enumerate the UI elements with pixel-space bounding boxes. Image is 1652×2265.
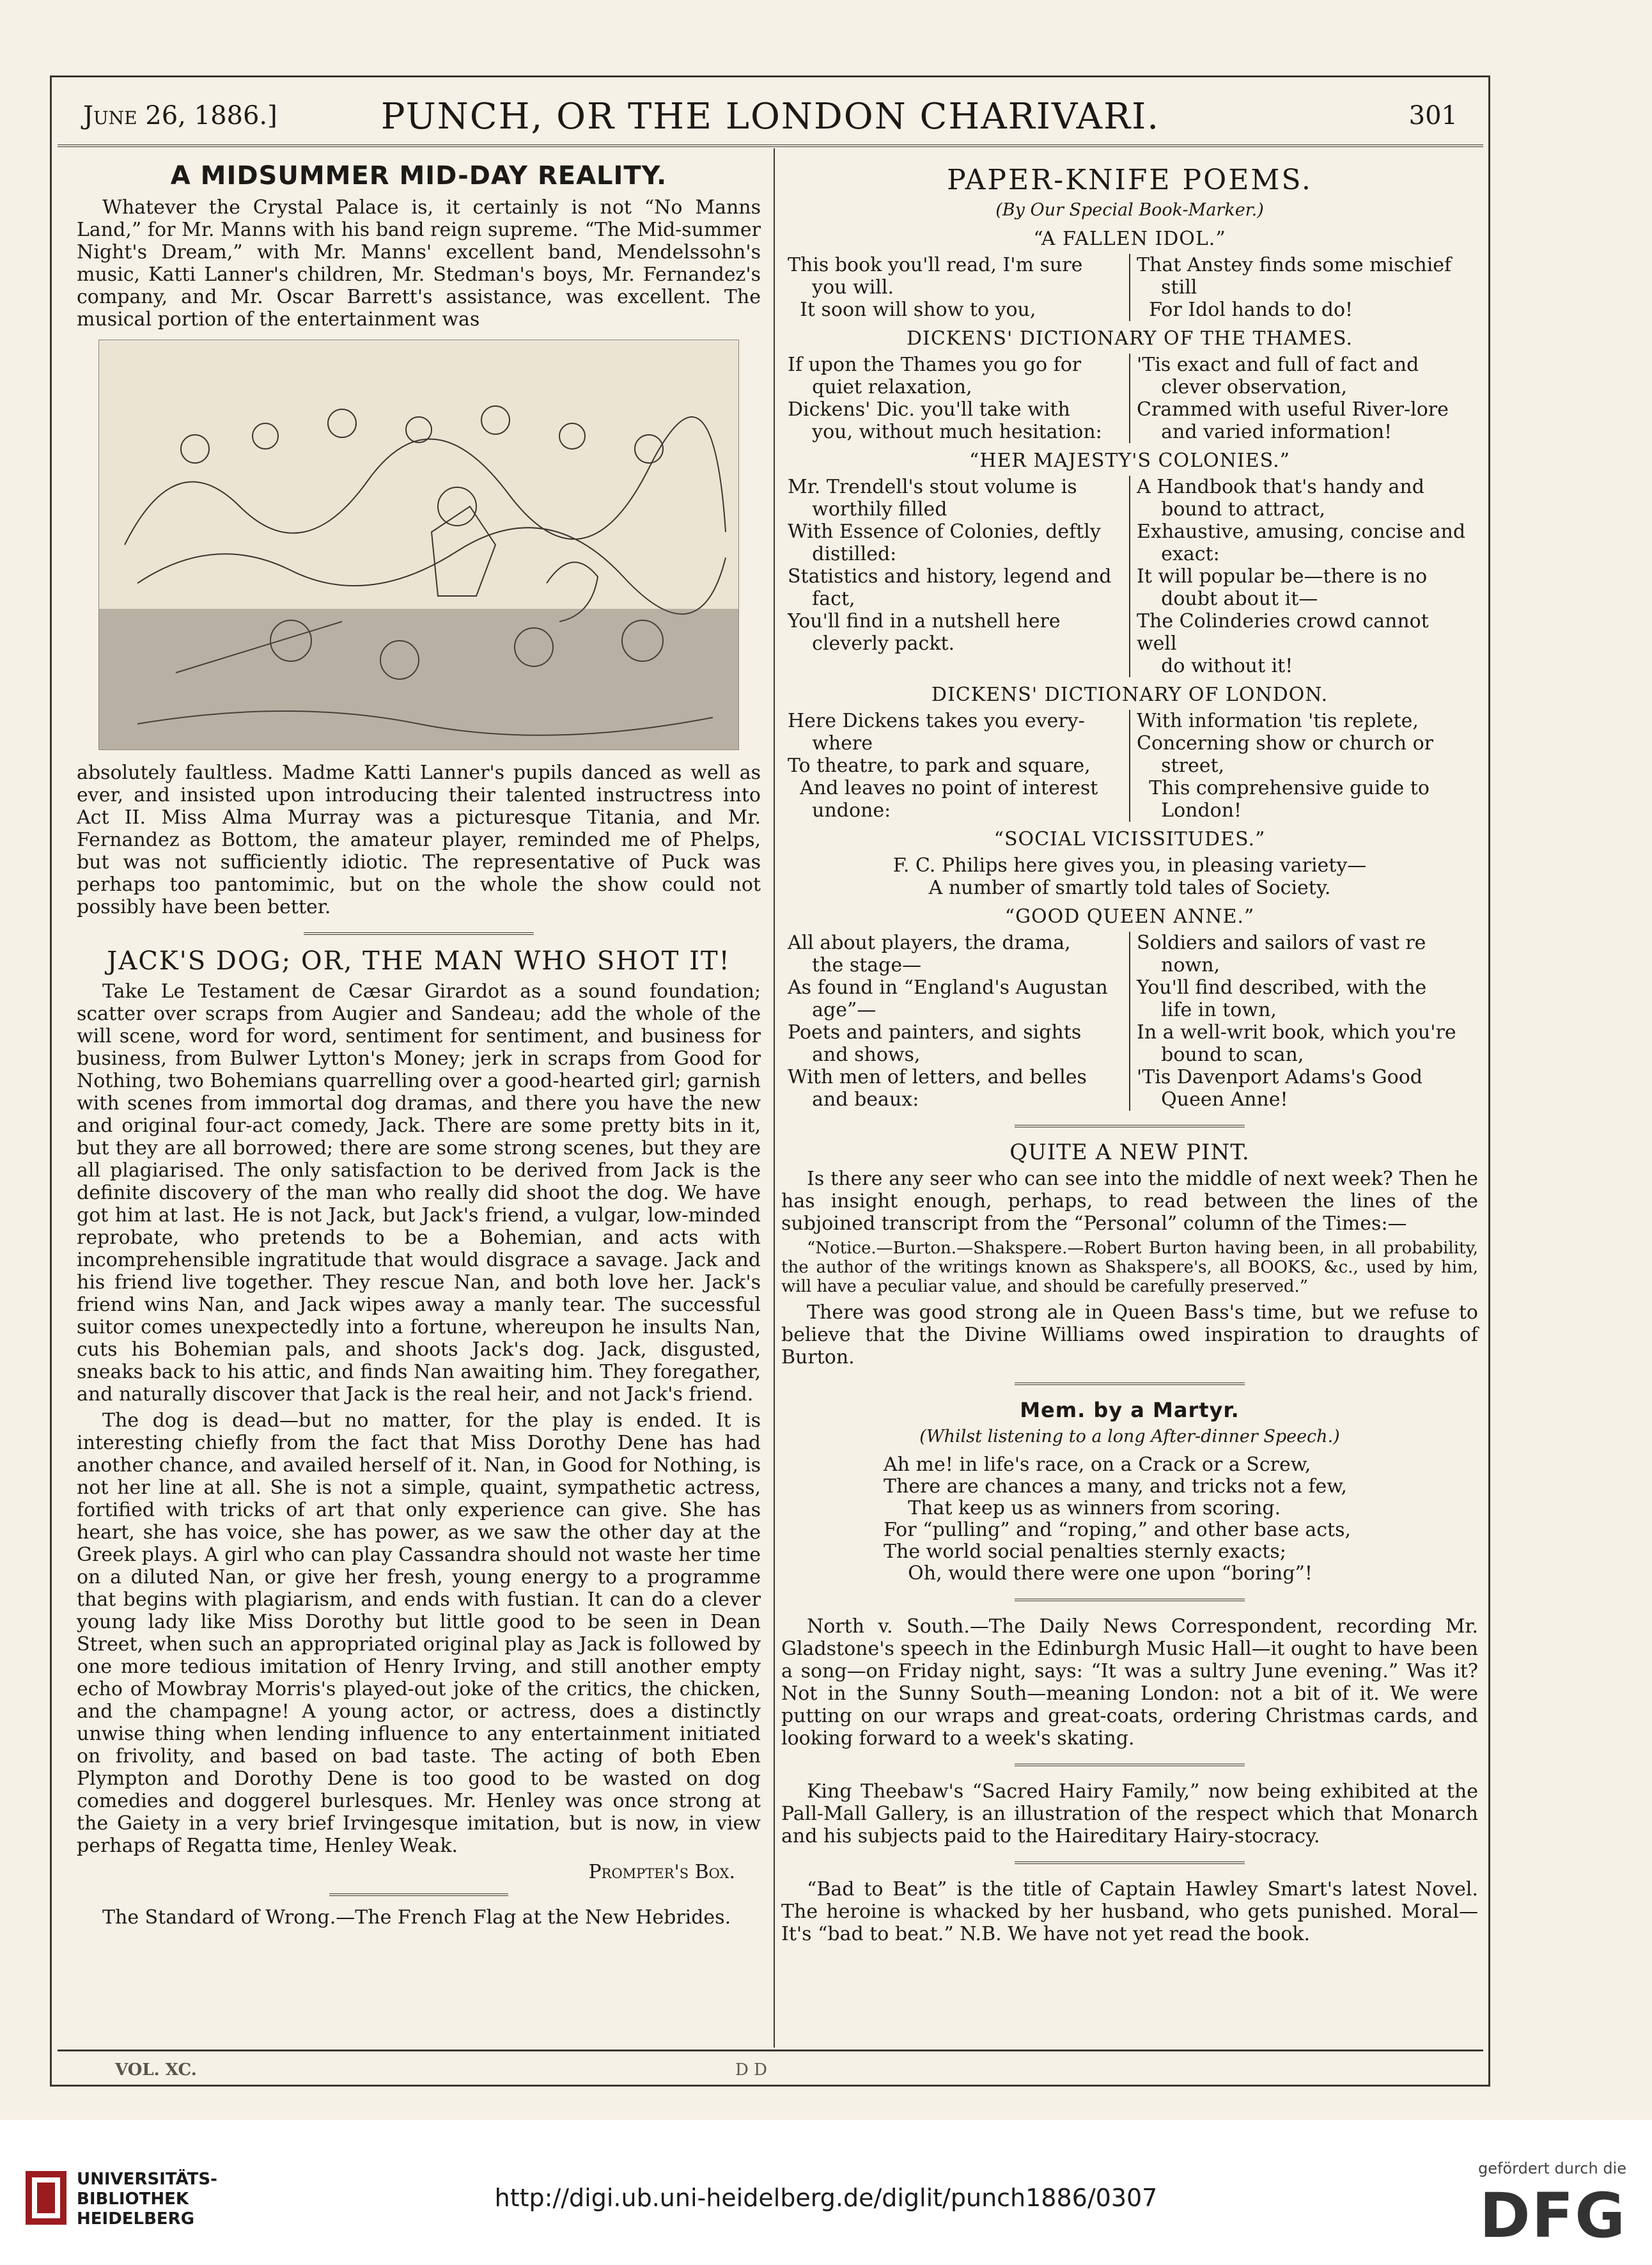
standard-of-wrong: The Standard of Wrong.—The French Flag at the New Hebrides. bbox=[102, 1906, 731, 1929]
poems-byline: (By Our Special Book-Marker.) bbox=[995, 200, 1264, 220]
pint-title: QUITE A NEW PINT. bbox=[1009, 1140, 1250, 1165]
fallen-idol-title: “A FALLEN IDOL.” bbox=[1033, 228, 1226, 250]
pint-para-1: Is there any seer who can see into the middle of next week? Then he has insight enough, perhaps, to read between the lines of the subjoined transcript from the “Personal” column of the Times:— bbox=[781, 1168, 1478, 1235]
bad-to-beat-paragraph: “Bad to Beat” is the title of Captain Hawley Smart's latest Novel. The heroine is whacked by her husband, who gets punished. Moral—It's “bad to beat.” N.B. We have not yet read the book. bbox=[781, 1878, 1478, 1945]
martyr-byline: (Whilst listening to a long After-dinner Speech.) bbox=[919, 1427, 1340, 1446]
right-column bbox=[781, 153, 1478, 1949]
poem-right-stanza: That Anstey finds some mischief still For Idol hands to do! bbox=[1137, 254, 1452, 321]
martyr-verse: Ah me! in life's race, on a Crack or a Screw, There are chances a many, and tricks not a few, That keep us as winners from scoring. For “pulling” and “roping,” and other base acts, The world social penalties sternly exacts; Oh, would there were one upon “boring”! bbox=[884, 1454, 1352, 1585]
engraving-icon bbox=[99, 340, 738, 749]
section-rule bbox=[329, 1893, 508, 1896]
signature-mark: D D bbox=[735, 2060, 767, 2080]
queen-anne-poem bbox=[781, 932, 1478, 1111]
publication-title: PUNCH, OR THE LONDON CHARIVARI. bbox=[380, 96, 1160, 137]
column-divider bbox=[774, 148, 775, 2048]
poem-right-stanza: With information 'tis replete, Concerning show or church or street, This comprehensive guide to London! bbox=[1137, 710, 1433, 822]
poem-left-stanza: All about players, the drama, the stage— As found in “England's Augustan age”— Poets and painters, and sights and shows, With men of letters, and belles and beaux: bbox=[781, 932, 1130, 1111]
jacks-dog-para-1: Take Le Testament de Cæsar Girardot as a sound foundation; scatter over scraps from Augier and Sandeau; add the whole of the will scene, word for word, sentiment for sentiment, and business for business, from Bulwer Lytton's Money; jerk in scraps from Good for Nothing, two Bohemians quarrelling over a good-hearted girl; garnish with scenes from immortal dog dramas, and there you have the new and original four-act comedy, Jack. There are some pretty bits in it, but they are all borrowed; there are some strong scenes, but they are all plagiarised. The only satisfaction to be derived from Jack is the definite discovery of the man who really did shoot the dog. We have got him at last. He is not Jack, but Jack's friend, a vulgar, low-minded reprobate, who pretends to be a Bohemian, and acts with incomprehensible ingratitude that would disgrace a savage. Jack and his friend live together. They rescue Nan, and both love her. Jack's friend wins Nan, and Jack wipes away a manly tear. The successful suitor comes unexpectedly into a fortune, whereupon he insults Nan, cuts his Bohemian pals, and shoots Jack's dog. Jack, disgusted, sneaks back to his attic, and finds Nan awaiting him. They foregather, and naturally discover that Jack is the real heir, and not Jack's friend. bbox=[77, 980, 761, 1406]
dickens-london-poem bbox=[781, 710, 1478, 822]
left-column bbox=[77, 153, 761, 1932]
page-bottom-rule bbox=[58, 2049, 1483, 2051]
poem-left-stanza: Here Dickens takes you every- where To theatre, to park and square, And leaves no point of interest undone: bbox=[781, 710, 1130, 822]
dickens-thames-poem bbox=[781, 354, 1478, 443]
jacks-dog-title: JACK'S DOG; OR, THE MAN WHO SHOT IT! bbox=[107, 946, 731, 976]
masthead bbox=[64, 96, 1477, 141]
dfg-logo: DFG bbox=[1479, 2180, 1626, 2252]
social-title: “SOCIAL VICISSITUDES.” bbox=[994, 828, 1266, 850]
poem-left-stanza: Mr. Trendell's stout volume is worthily filled With Essence of Colonies, deftly distilled: Statistics and history, legend and fact, You'll find in a nutshell here cleverly packt. bbox=[781, 476, 1130, 677]
engraving-illustration bbox=[98, 340, 739, 750]
university-library-name: UNIVERSITÄTS- BIBLIOTHEK HEIDELBERG bbox=[77, 2170, 217, 2229]
section-rule bbox=[1015, 1861, 1245, 1864]
funder-caption: gefördert durch die bbox=[1478, 2159, 1626, 2177]
page-number: 301 bbox=[1408, 101, 1458, 130]
poem-left-stanza: If upon the Thames you go for quiet relaxation, Dickens' Dic. you'll take with you, without much hesitation: bbox=[781, 354, 1130, 443]
pint-quote: “Notice.—Burton.—Shakspere.—Robert Burton having been, in all probability, the author of the writings known as Shakspere's, all BOOKS, &c., used by him, will have a peculiar value, and should be carefully preserved.” bbox=[781, 1239, 1478, 1296]
poem-right-stanza: Soldiers and sailors of vast re nown, You'll find described, with the life in town, In a well-writ book, which you're bound to scan, 'Tis Davenport Adams's Good Queen Anne! bbox=[1137, 932, 1456, 1111]
poem-left-stanza: This book you'll read, I'm sure you will. It soon will show to you, bbox=[781, 254, 1130, 321]
dickens-thames-title: DICKENS' DICTIONARY OF THE THAMES. bbox=[906, 327, 1353, 350]
social-line-2: A number of smartly told tales of Society. bbox=[928, 877, 1331, 899]
midsummer-para-1: Whatever the Crystal Palace is, it certainly is not “No Manns Land,” for Mr. Manns with his band reign supreme. “The Mid-summer Night's Dream,” with Mr. Manns' excellent band, Mendelssohn's music, Katti Lanner's children, Mr. Stedman's boys, Mr. Fernandez's company, and Mr. Oscar Barrett's assistance, was excellent. The musical portion of the entertainment was bbox=[77, 196, 761, 331]
jacks-dog-signature: Prompter's Box. bbox=[588, 1861, 735, 1883]
majesty-colonies-poem bbox=[781, 476, 1478, 677]
jacks-dog-para-2: The dog is dead—but no matter, for the play is ended. It is interesting chiefly from the fact that Miss Dorothy Dene has had another chance, and availed herself of it. Nan, in Good for Nothing, is not her line at all. She is not a simple, quaint, sympathetic actress, fortified with tricks of art that only experience can give. She has heart, she has voice, she has power, as we saw the other day at the Greek plays. A girl who can play Cassandra should not waste her time on a diluted Nan, or give her fresh, young energy to a programme that begins with plagiarism, and ends with fustian. It can do a clever young lady like Miss Dorothy but little good to be seen in Dean Street, when such an appropriated original play as Jack is followed by one more tedious imitation of Henry Irving, and still another empty echo of Mowbray Morris's played-out joke of the critics, the chicken, and the champagne! A young actor, or actress, does a distinctly unwise thing when lending influence to any entertainment initiated on frivolity, and based on bad taste. The acting of both Eben Plympton and Dorothy Dene is too good to be wasted on dog comedies and doggerel burlesques. Mr. Henley was once strong at the Gaiety in a very brief Irvingesque imitation, but is now, in view perhaps of Regatta time, Henley Weak. bbox=[77, 1409, 761, 1857]
pint-para-2: There was good strong ale in Queen Bass's time, but we refuse to believe that the Divine Williams owed inspiration to draughts of Burton. bbox=[781, 1301, 1478, 1368]
masthead-rule bbox=[58, 145, 1483, 147]
fallen-idol-poem bbox=[781, 254, 1478, 321]
queen-anne-title: “GOOD QUEEN ANNE.” bbox=[1004, 905, 1255, 928]
dickens-london-title: DICKENS' DICTIONARY OF LONDON. bbox=[931, 684, 1329, 706]
section-rule bbox=[304, 932, 534, 935]
section-rule bbox=[1015, 1383, 1245, 1385]
theebaw-paragraph: King Theebaw's “Sacred Hairy Family,” now being exhibited at the Pall-Mall Gallery, is an illustration of the respect which that Monarch and his subjects paid to the Haireditary Hairy-stocracy. bbox=[781, 1780, 1478, 1847]
midsummer-title: A MIDSUMMER MID-DAY REALITY. bbox=[170, 161, 667, 191]
section-rule bbox=[1015, 1764, 1245, 1766]
martyr-title: Mem. by a Martyr. bbox=[1020, 1398, 1240, 1422]
issue-date: June 26, 1886.] bbox=[83, 101, 277, 130]
midsummer-para-2: absolutely faultless. Madme Katti Lanner's pupils danced as well as ever, and insisted upon introducing their talented instructress into Act II. Miss Alma Murray was a picturesque Titania, and Mr. Fernandez as Bottom, the amateur player, reminded me of Phelps, but was not sufficiently idiotic. The representative of Puck was perhaps too pantomimic, but on the whole the show could not possibly have been better. bbox=[77, 762, 761, 918]
social-line-1: F. C. Philips here gives you, in pleasing variety— bbox=[892, 854, 1367, 877]
permalink-url[interactable]: http://digi.ub.uni-heidelberg.de/diglit/punch1886/0307 bbox=[494, 2184, 1158, 2212]
archive-footer bbox=[0, 2120, 1652, 2265]
poem-right-stanza: A Handbook that's handy and bound to attract, Exhaustive, amusing, concise and exact: It will popular be—there is no doubt about it— The Colinderies crowd cannot well do without it! bbox=[1137, 476, 1466, 677]
poem-right-stanza: 'Tis exact and full of fact and clever observation, Crammed with useful River-lore and varied information! bbox=[1137, 354, 1449, 443]
north-south-paragraph: North v. South.—The Daily News Correspondent, recording Mr. Gladstone's speech in the Edinburgh Music Hall—it ought to have been a song—on Friday night, says: “It was a sultry June evening.” Was it? Not in the Sunny South—meaning London: not a bit of it. We were putting on our wraps and great-coats, ordering Christmas cards, and looking forward to a week's skating. bbox=[781, 1615, 1478, 1750]
volume-mark: VOL. XC. bbox=[115, 2060, 197, 2080]
majesty-colonies-title: “HER MAJESTY'S COLONIES.” bbox=[969, 450, 1290, 472]
poems-title: PAPER-KNIFE POEMS. bbox=[947, 164, 1313, 196]
section-rule bbox=[1015, 1125, 1245, 1127]
section-rule bbox=[1015, 1599, 1245, 1601]
